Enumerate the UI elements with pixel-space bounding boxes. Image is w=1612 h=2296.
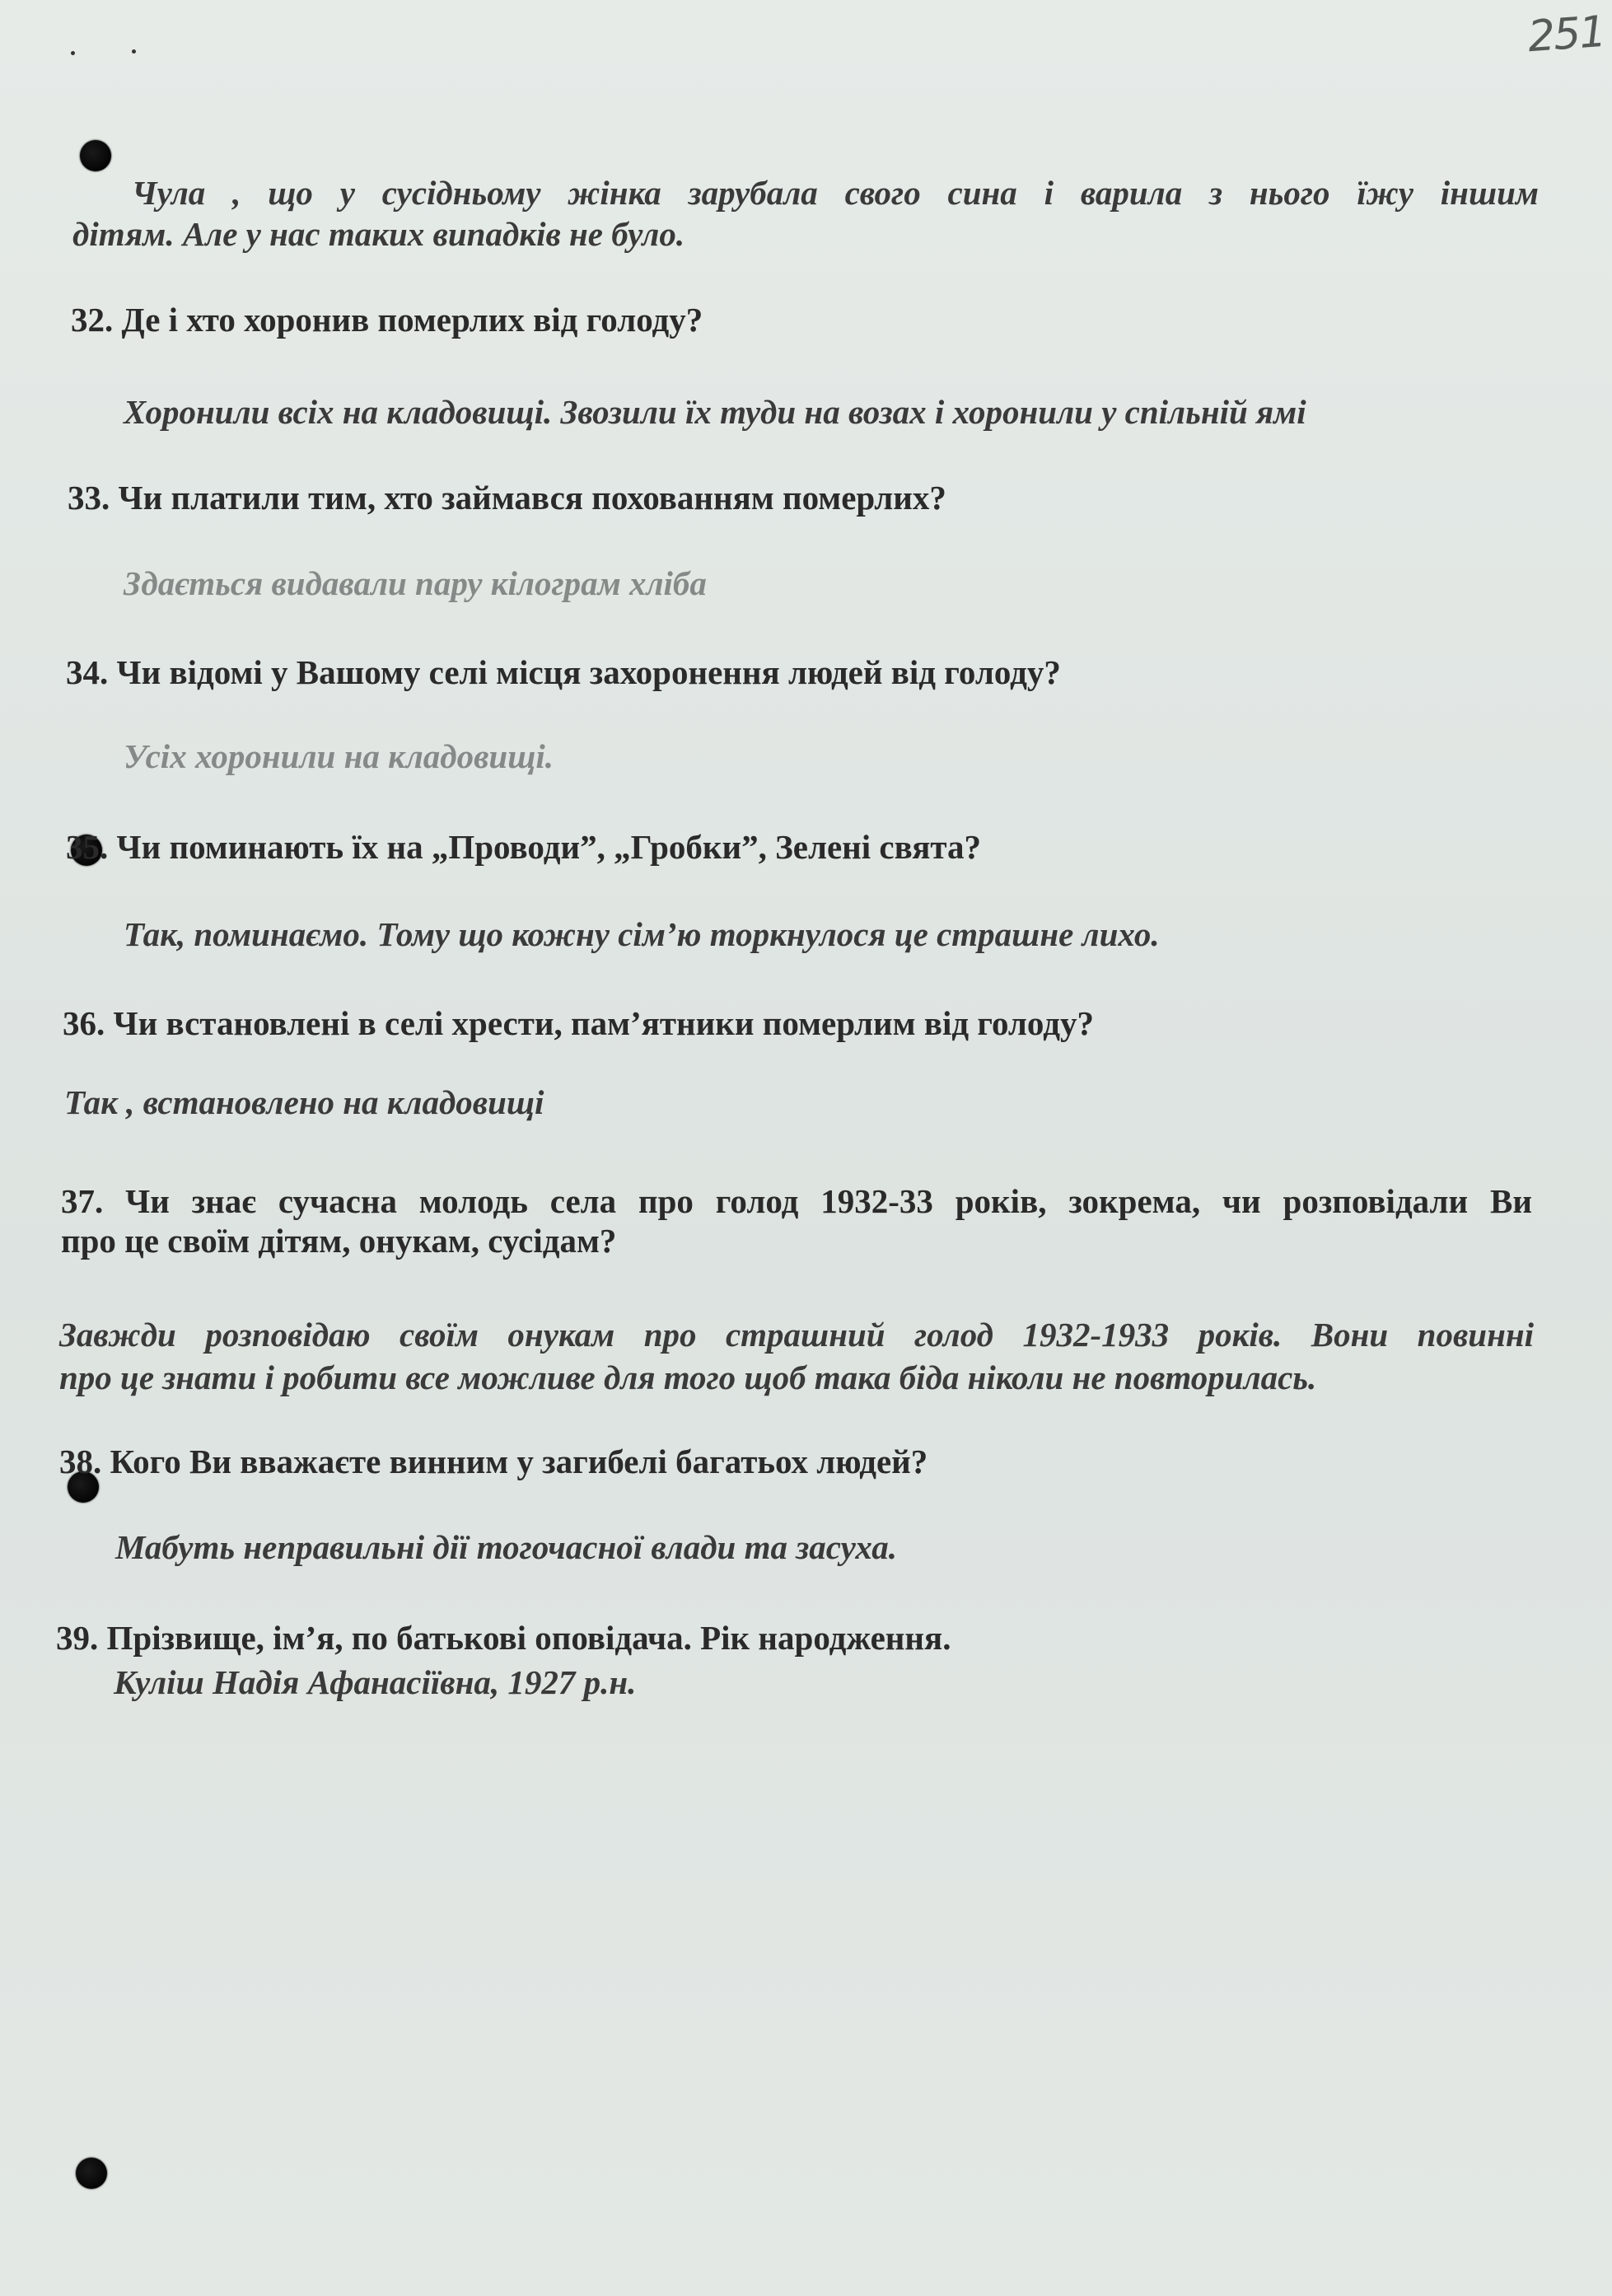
answer-line: дітям. Але у нас таких випадків не було. bbox=[72, 215, 685, 253]
question-text: 39. Прізвище, ім’я, по батькові оповідача. Рік народження. bbox=[56, 1619, 951, 1657]
answer-line: Чула , що у сусідньому жінка зарубала свого сина і варила з нього їжу іншим bbox=[132, 174, 1539, 212]
answer-text: Завжди розповідаю своїм онукам про страшний голод 1932-1933 років. Вони повинні bbox=[59, 1316, 1534, 1354]
question-text: 38. Кого Ви вважаєте винним у загибелі багатьох людей? bbox=[59, 1443, 928, 1480]
question-text: про це своїм дітям, онукам, сусідам? bbox=[61, 1222, 617, 1260]
handwritten-page-number: 251 bbox=[1526, 7, 1607, 63]
answer-text: Усіх хоронили на кладовищі. bbox=[124, 737, 554, 775]
answer-text: про це знати і робити все можливе для того щоб така біда ніколи не повторилась. bbox=[59, 1358, 1317, 1396]
punch-hole bbox=[76, 2158, 107, 2189]
punch-hole bbox=[80, 140, 111, 171]
answer-text: Хоронили всіх на кладовищі. Звозили їх туди на возах і хоронили у спільній ямі bbox=[124, 393, 1306, 431]
answer-text: Здається видавали пару кілограм хліба bbox=[124, 564, 707, 602]
answer-text: Куліш Надія Афанасіївна, 1927 р.н. bbox=[114, 1663, 637, 1701]
question-text: 34. Чи відомі у Вашому селі місця захоронення людей від голоду? bbox=[66, 653, 1061, 691]
question-text: 36. Чи встановлені в селі хрести, пам’ятники померлим від голоду? bbox=[63, 1004, 1094, 1042]
question-text: 35. Чи поминають їх на „Проводи”, „Гробки”, Зелені свята? bbox=[66, 828, 982, 866]
answer-text: Так, поминаємо. Тому що кожну сім’ю торкнулося це страшне лихо. bbox=[124, 915, 1160, 953]
answer-text: Так , встановлено на кладовищі bbox=[64, 1083, 544, 1121]
answer-text: Мабуть неправильні дії тогочасної влади та засуха. bbox=[115, 1528, 898, 1566]
question-text: 33. Чи платили тим, хто займався похованням померлих? bbox=[68, 479, 946, 517]
question-text: 32. Де і хто хоронив померлих від голоду? bbox=[71, 301, 703, 339]
ink-speck bbox=[132, 49, 136, 54]
ink-speck bbox=[71, 51, 75, 55]
question-text: 37. Чи знає сучасна молодь села про голод 1932-33 років, зокрема, чи розповідали Ви bbox=[61, 1182, 1532, 1220]
